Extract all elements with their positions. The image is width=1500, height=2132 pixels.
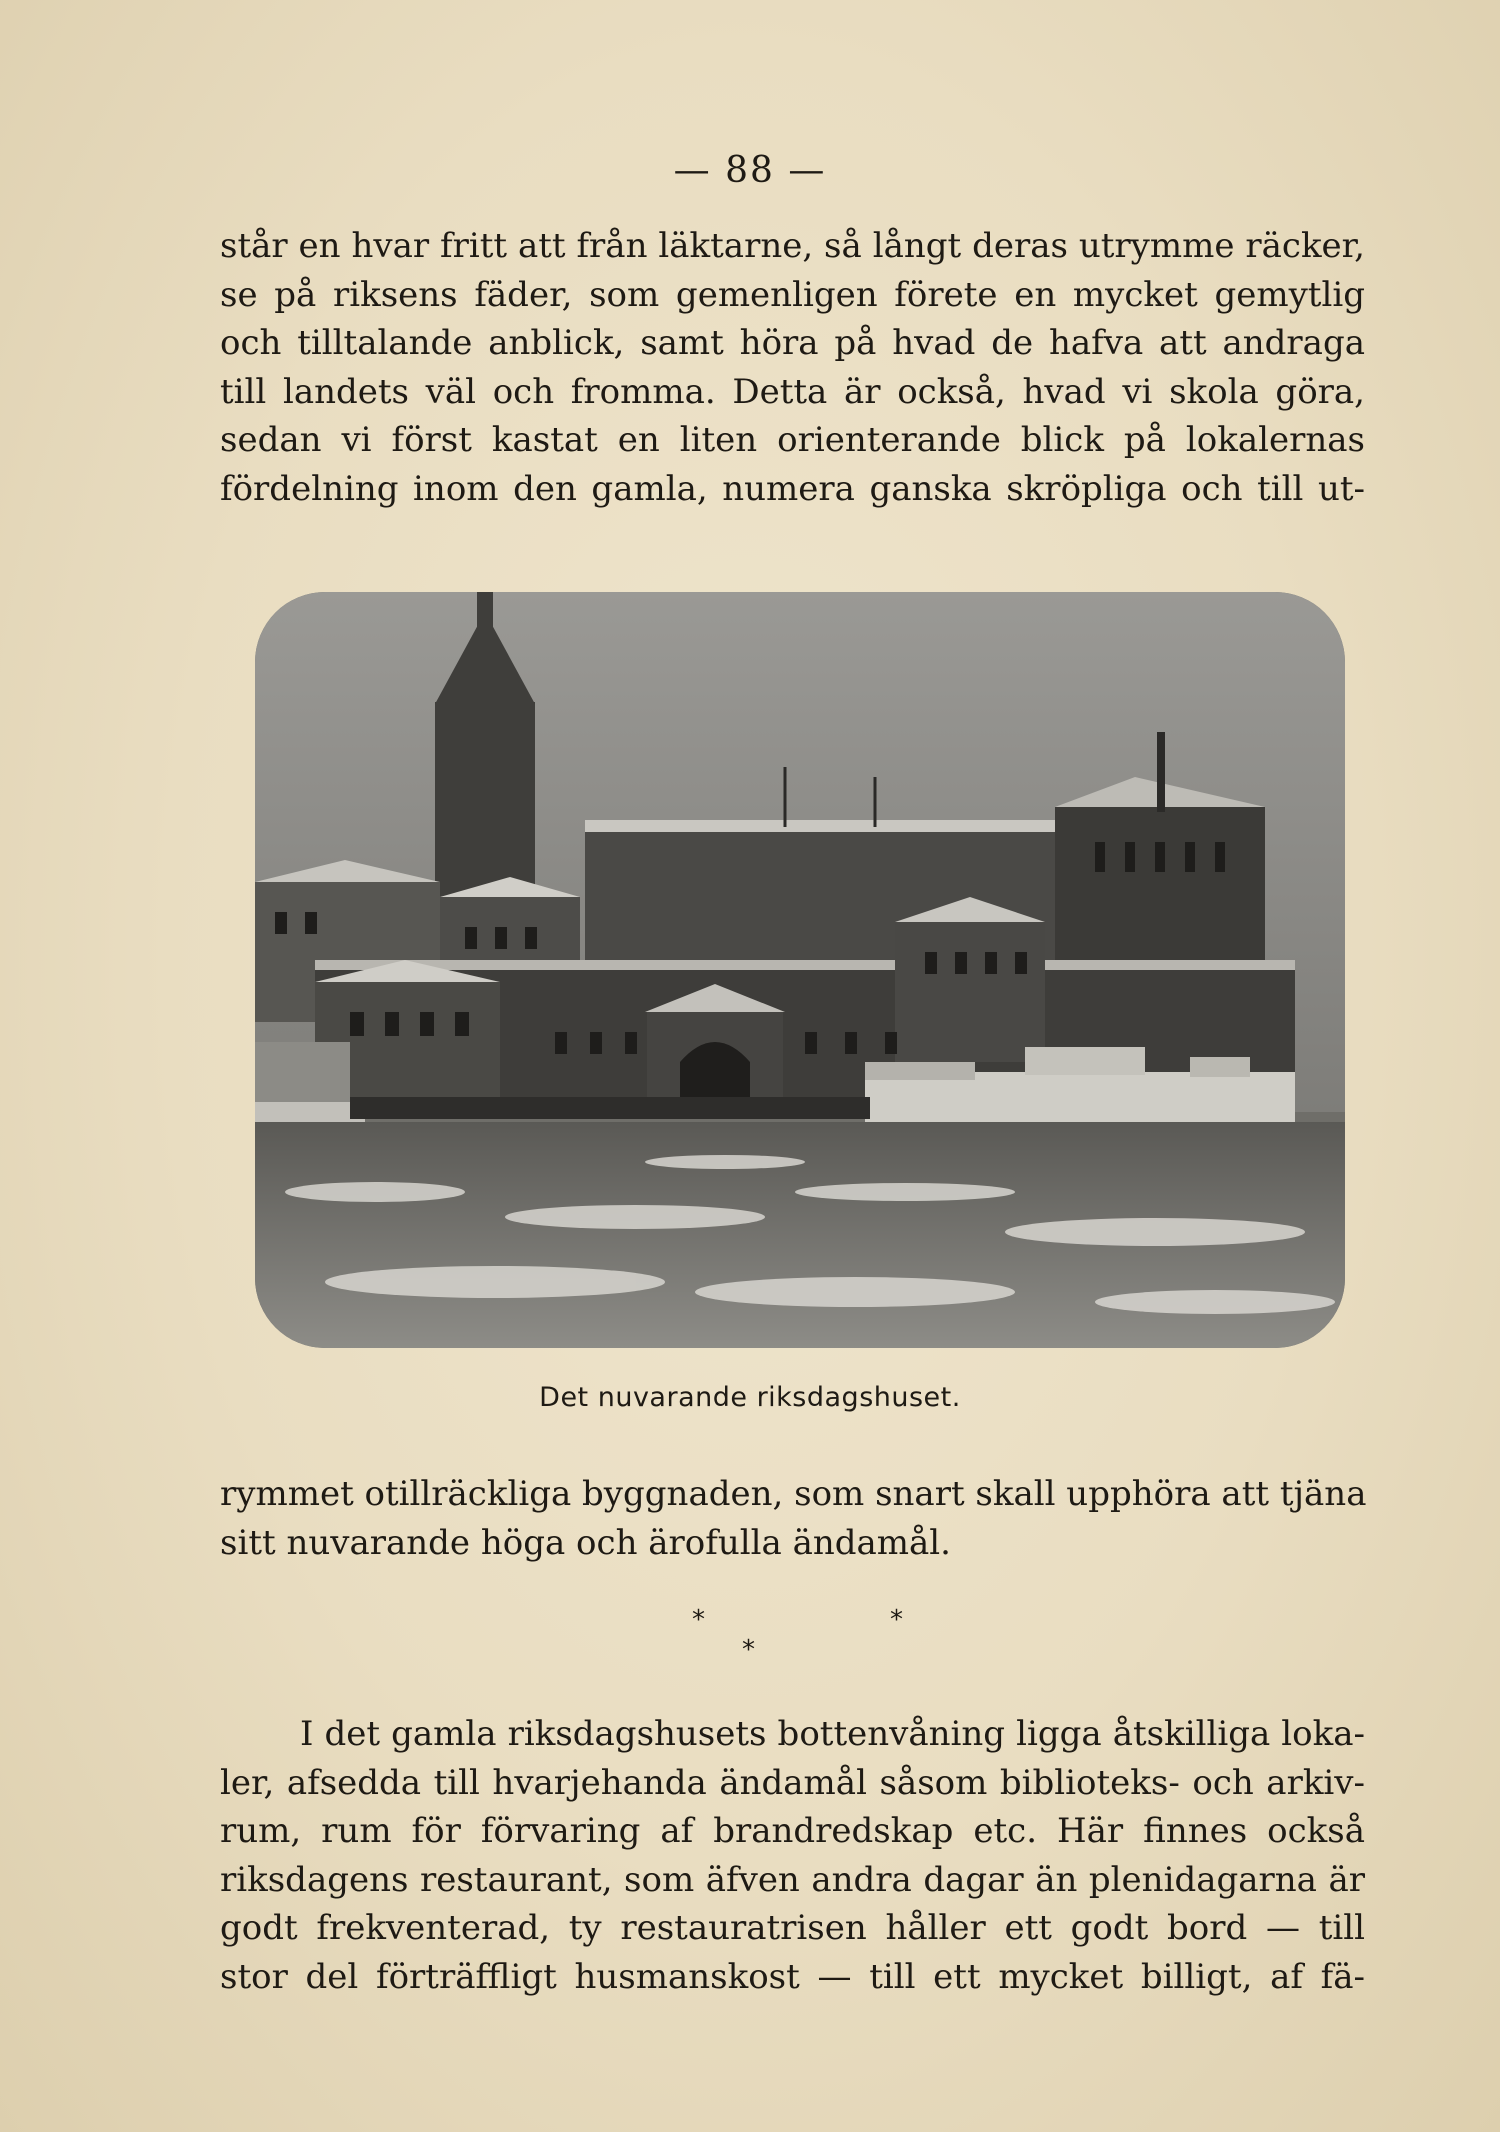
asterisk-left: * (692, 1605, 705, 1635)
text-line: sitt nuvarande höga och ärofulla ändamål. (220, 1522, 951, 1563)
asterisk-right: * (890, 1605, 903, 1635)
text-line: står en hvar fritt att från läktarne, så långt deras utrymme räcker, (220, 226, 1365, 266)
text-line: rum, rum för förvaring af brandredskap etc. Här finnes också (220, 1811, 1365, 1851)
text-line: riksdagens restaurant, som äfven andra dagar än plenidagarna är (220, 1859, 1365, 1900)
page-number: — 88 — (673, 150, 827, 191)
text-line: godt frekventerad, ty restauratrisen håller ett godt bord — till (220, 1908, 1365, 1948)
text-line: och tilltalande anblick, samt höra på hvad de hafva att andraga (220, 323, 1365, 363)
text-line: till landets väl och fromma. Detta är också, hvad vi skola göra, (220, 371, 1365, 412)
text-line: se på riksens fäder, som gemenligen förete en mycket gemytlig (220, 274, 1365, 315)
figure-caption: Det nuvarande riksdagshuset. (539, 1382, 961, 1413)
paragraph-2 (220, 1470, 1365, 1567)
text-line: fördelning inom den gamla, numera ganska skröpliga och till ut- (220, 468, 1365, 509)
paragraph-1 (220, 222, 1365, 513)
text-line: sedan vi först kastat en liten orienterande blick på lokalernas (220, 420, 1365, 460)
text-line: ler, afsedda till hvarjehanda ändamål såsom biblioteks- och arkiv- (220, 1762, 1365, 1803)
text-line: rymmet otillräckliga byggnaden, som snart skall upphöra att tjäna (220, 1474, 1367, 1514)
riksdagshuset-photo (255, 592, 1345, 1348)
section-separator (0, 1605, 1500, 1675)
text-line: I det gamla riksdagshusets bottenvåning ligga åtskilliga loka- (300, 1714, 1365, 1754)
paragraph-3 (220, 1710, 1365, 2001)
asterisk-center: * (742, 1635, 755, 1665)
text-line: stor del förträffligt husmanskost — till ett mycket billigt, af fä- (220, 1956, 1365, 1997)
